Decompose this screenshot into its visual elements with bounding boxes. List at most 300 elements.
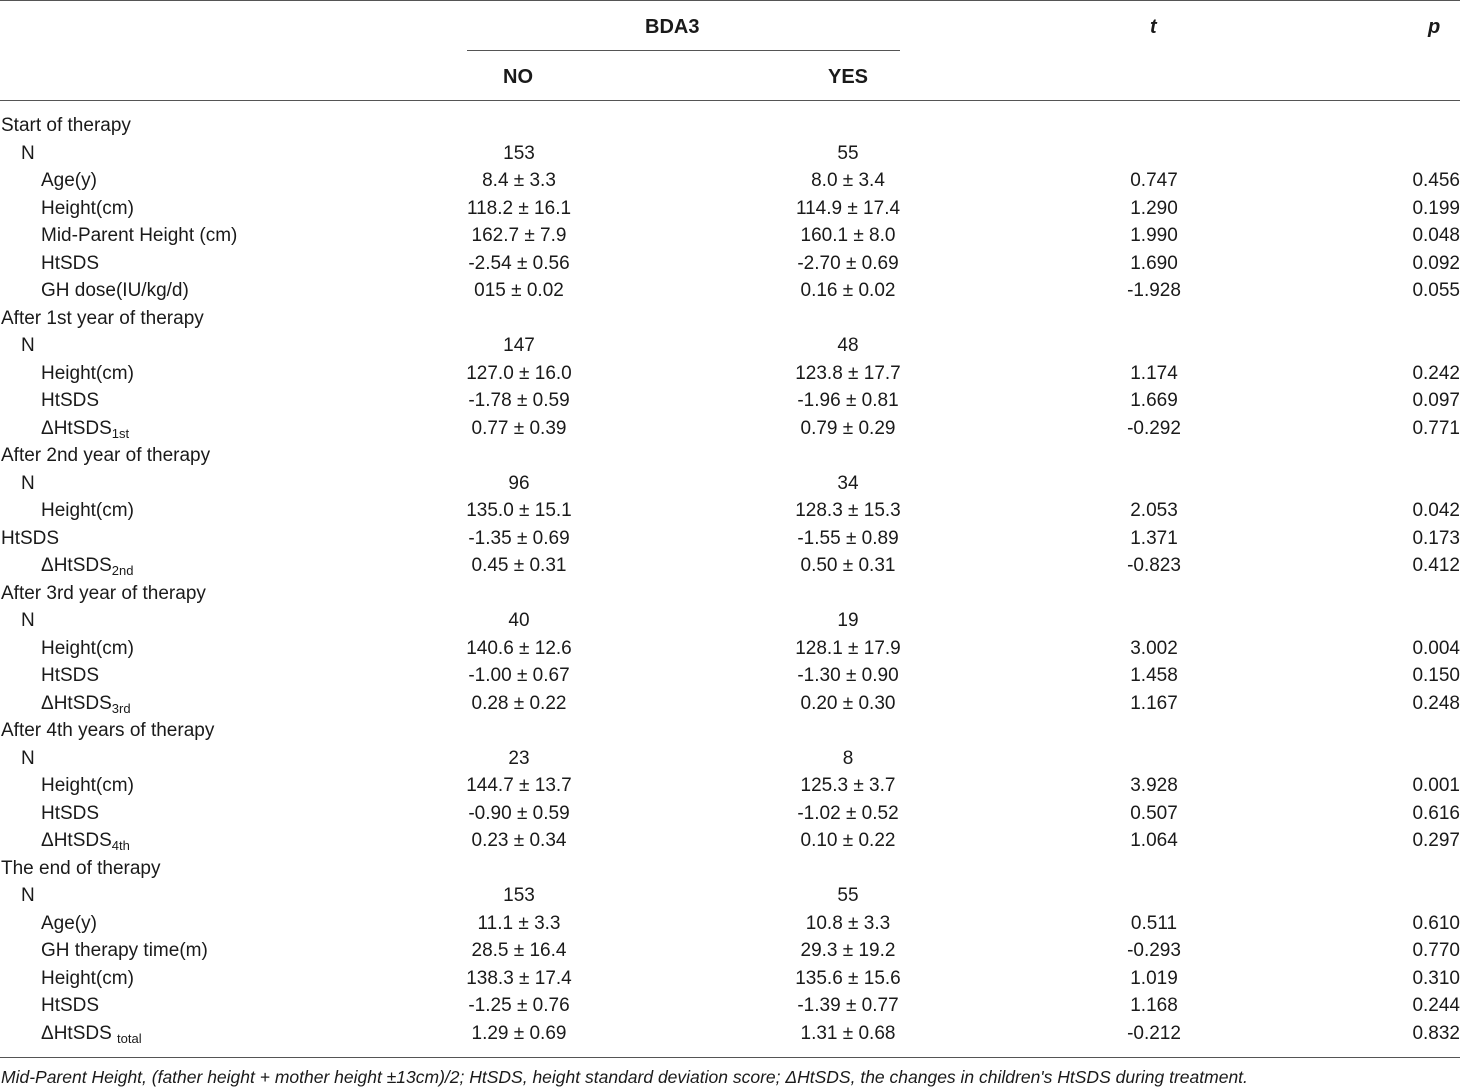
cell-yes bbox=[638, 552, 1058, 580]
cell-t bbox=[1058, 332, 1250, 360]
cell-p bbox=[1250, 717, 1460, 745]
row-label bbox=[0, 250, 400, 278]
table-row bbox=[0, 332, 1460, 360]
row-label bbox=[0, 442, 400, 470]
row-label bbox=[0, 332, 400, 360]
row-label bbox=[0, 717, 400, 745]
row-label bbox=[0, 195, 400, 223]
cell-t-text: 1.990 bbox=[1130, 225, 1178, 246]
cell-yes-text: 34 bbox=[837, 472, 859, 494]
cell-yes bbox=[638, 855, 1058, 883]
row-label-text: HtSDS bbox=[1, 527, 60, 549]
cell-t bbox=[1058, 387, 1250, 415]
cell-p bbox=[1250, 910, 1460, 938]
cell-p bbox=[1250, 387, 1460, 415]
table-row bbox=[0, 360, 1460, 388]
header-yes: YES bbox=[828, 66, 869, 88]
cell-yes bbox=[638, 387, 1058, 415]
row-label-text: Height(cm) bbox=[41, 775, 134, 796]
cell-p bbox=[1250, 882, 1460, 910]
cell-t bbox=[1058, 827, 1250, 855]
row-label-text: HtSDS bbox=[41, 802, 100, 824]
cell-yes bbox=[638, 580, 1058, 608]
cell-t bbox=[1058, 497, 1250, 525]
cell-yes-text: 128.1 ± 17.9 bbox=[795, 637, 901, 659]
cell-yes-text: -1.02 ± 0.52 bbox=[797, 802, 899, 824]
cell-t-text: 3.002 bbox=[1130, 637, 1178, 659]
row-label-text: HtSDS bbox=[41, 252, 100, 274]
row-label bbox=[0, 882, 400, 910]
cell-yes-text: 48 bbox=[837, 335, 859, 356]
row-label-text: After 3rd year of therapy bbox=[1, 582, 206, 604]
table-row bbox=[0, 937, 1460, 965]
cell-yes-text: 0.79 ± 0.29 bbox=[800, 417, 896, 439]
cell-no-text: 8.4 ± 3.3 bbox=[482, 170, 556, 191]
cell-t bbox=[1058, 607, 1250, 635]
cell-no-text: 11.1 ± 3.3 bbox=[477, 912, 561, 934]
cell-no-text: -2.54 ± 0.56 bbox=[468, 252, 570, 274]
top-rule bbox=[0, 0, 1460, 1]
row-label bbox=[0, 305, 400, 333]
row-label bbox=[0, 855, 400, 883]
cell-t-text: 0.511 bbox=[1130, 912, 1178, 934]
header-t: t bbox=[1150, 16, 1157, 38]
cell-p bbox=[1250, 635, 1460, 663]
cell-no bbox=[400, 525, 638, 553]
cell-yes bbox=[638, 470, 1058, 498]
cell-p-text: 0.199 bbox=[1412, 197, 1460, 219]
table-row bbox=[0, 277, 1460, 305]
table-row bbox=[0, 552, 1460, 580]
cell-t bbox=[1058, 855, 1250, 883]
cell-yes bbox=[638, 662, 1058, 690]
cell-t bbox=[1058, 965, 1250, 993]
cell-t-text: 3.928 bbox=[1130, 775, 1178, 796]
cell-p bbox=[1250, 497, 1460, 525]
cell-p-text: 0.001 bbox=[1412, 775, 1460, 796]
row-label-text: After 1st year of therapy bbox=[1, 307, 204, 329]
cell-t-text: 1.168 bbox=[1130, 995, 1178, 1016]
cell-p bbox=[1250, 112, 1460, 140]
cell-t bbox=[1058, 140, 1250, 168]
cell-yes-text: 55 bbox=[837, 142, 859, 164]
cell-no bbox=[400, 195, 638, 223]
cell-no bbox=[400, 140, 638, 168]
cell-no-text: 153 bbox=[503, 885, 535, 906]
row-label-text: After 2nd year of therapy bbox=[1, 445, 211, 466]
cell-t-text: -1.928 bbox=[1127, 280, 1181, 301]
cell-yes-text: -1.55 ± 0.89 bbox=[797, 527, 899, 549]
table-row bbox=[0, 607, 1460, 635]
cell-t bbox=[1058, 222, 1250, 250]
row-label-text: After 4th years of therapy bbox=[1, 720, 215, 741]
cell-no-text: 138.3 ± 17.4 bbox=[466, 967, 572, 989]
cell-yes-text: 114.9 ± 17.4 bbox=[795, 197, 901, 219]
row-label bbox=[0, 497, 400, 525]
header-no: NO bbox=[503, 66, 533, 88]
cell-yes-text: 8 bbox=[842, 747, 854, 769]
cell-p-text: 0.456 bbox=[1412, 170, 1460, 191]
table-row bbox=[0, 387, 1460, 415]
row-label bbox=[0, 965, 400, 993]
cell-yes bbox=[638, 112, 1058, 140]
cell-p-text: 0.048 bbox=[1412, 225, 1460, 246]
cell-t bbox=[1058, 992, 1250, 1020]
cell-t-text: 1.458 bbox=[1130, 665, 1178, 686]
cell-t-text: 2.053 bbox=[1130, 500, 1178, 521]
table-row bbox=[0, 635, 1460, 663]
cell-yes bbox=[638, 442, 1058, 470]
cell-no bbox=[400, 580, 638, 608]
cell-no bbox=[400, 387, 638, 415]
row-label bbox=[0, 635, 400, 663]
table-bottom-rule bbox=[0, 1057, 1460, 1058]
table-row bbox=[0, 800, 1460, 828]
cell-no-text: -1.35 ± 0.69 bbox=[468, 527, 570, 549]
cell-p-text: 0.092 bbox=[1412, 252, 1460, 274]
table-row bbox=[0, 580, 1460, 608]
cell-t bbox=[1058, 360, 1250, 388]
cell-yes bbox=[638, 607, 1058, 635]
cell-no bbox=[400, 827, 638, 855]
row-label bbox=[0, 277, 400, 305]
row-label-subscript: 4th bbox=[111, 838, 130, 853]
cell-no-text: 28.5 ± 16.4 bbox=[471, 940, 567, 961]
row-label bbox=[0, 827, 400, 855]
table-row bbox=[0, 305, 1460, 333]
cell-no bbox=[400, 332, 638, 360]
cell-p bbox=[1250, 992, 1460, 1020]
cell-t bbox=[1058, 525, 1250, 553]
row-label-text: ΔHtSDS bbox=[41, 555, 112, 576]
table-row bbox=[0, 167, 1460, 195]
cell-yes bbox=[638, 305, 1058, 333]
cell-t-text: -0.823 bbox=[1127, 555, 1181, 576]
cell-p-text: 0.004 bbox=[1412, 637, 1460, 659]
cell-t bbox=[1058, 195, 1250, 223]
cell-t-text: 0.507 bbox=[1130, 802, 1178, 824]
row-label bbox=[0, 112, 400, 140]
row-label-text: Height(cm) bbox=[41, 637, 134, 659]
table-row bbox=[0, 772, 1460, 800]
cell-t bbox=[1058, 250, 1250, 278]
row-label-subscript: 2nd bbox=[111, 563, 134, 578]
cell-yes bbox=[638, 277, 1058, 305]
row-label-subscript: 3rd bbox=[111, 700, 131, 716]
table-row bbox=[0, 690, 1460, 718]
table-row bbox=[0, 112, 1460, 140]
cell-p-text: 0.610 bbox=[1412, 912, 1460, 934]
data-table bbox=[0, 112, 1460, 1047]
cell-t-text: -0.293 bbox=[1127, 940, 1181, 961]
cell-no bbox=[400, 552, 638, 580]
row-label-text: HtSDS bbox=[41, 995, 100, 1016]
cell-p bbox=[1250, 442, 1460, 470]
row-label-text: N bbox=[21, 142, 35, 164]
cell-p-text: 0.244 bbox=[1412, 995, 1460, 1016]
cell-t-text: 1.064 bbox=[1130, 830, 1178, 851]
row-label bbox=[0, 662, 400, 690]
table-row bbox=[0, 525, 1460, 553]
table-row bbox=[0, 745, 1460, 773]
cell-no-text: 23 bbox=[508, 747, 530, 769]
row-label-text: Height(cm) bbox=[41, 967, 134, 989]
cell-yes-text: 0.16 ± 0.02 bbox=[800, 280, 896, 301]
row-label bbox=[0, 387, 400, 415]
cell-yes bbox=[638, 195, 1058, 223]
table-row bbox=[0, 965, 1460, 993]
row-label-text: N bbox=[21, 472, 35, 494]
table-row bbox=[0, 222, 1460, 250]
cell-p-text: 0.310 bbox=[1412, 967, 1460, 989]
row-label-subscript: 1st bbox=[111, 425, 130, 441]
row-label bbox=[0, 222, 400, 250]
cell-yes-text: 19 bbox=[837, 610, 859, 631]
cell-t-text: 1.371 bbox=[1130, 527, 1178, 549]
cell-no bbox=[400, 497, 638, 525]
row-label-text: ΔHtSDS bbox=[41, 417, 112, 439]
cell-yes bbox=[638, 497, 1058, 525]
cell-no-text: -0.90 ± 0.59 bbox=[468, 802, 570, 824]
cell-yes-text: 135.6 ± 15.6 bbox=[795, 967, 901, 989]
row-label-text: Age(y) bbox=[41, 170, 97, 191]
cell-t-text: 1.290 bbox=[1130, 197, 1178, 219]
cell-yes-text: -1.30 ± 0.90 bbox=[797, 665, 899, 686]
cell-t-text: 1.174 bbox=[1130, 362, 1178, 384]
row-label-text: ΔHtSDS bbox=[41, 830, 112, 851]
row-label-text: Height(cm) bbox=[41, 197, 134, 219]
cell-p bbox=[1250, 580, 1460, 608]
cell-no bbox=[400, 360, 638, 388]
cell-yes bbox=[638, 992, 1058, 1020]
cell-t-text: 1.019 bbox=[1130, 967, 1178, 989]
cell-no bbox=[400, 167, 638, 195]
table-row bbox=[0, 442, 1460, 470]
row-label-text: ΔHtSDS bbox=[41, 1022, 118, 1044]
row-label bbox=[0, 360, 400, 388]
cell-no bbox=[400, 992, 638, 1020]
cell-p bbox=[1250, 827, 1460, 855]
row-label bbox=[0, 415, 400, 443]
cell-p bbox=[1250, 607, 1460, 635]
cell-no-text: 0.45 ± 0.31 bbox=[471, 555, 567, 576]
cell-yes bbox=[638, 937, 1058, 965]
cell-p-text: 0.771 bbox=[1412, 417, 1460, 439]
table-row bbox=[0, 717, 1460, 745]
cell-p-text: 0.042 bbox=[1412, 500, 1460, 521]
cell-yes bbox=[638, 140, 1058, 168]
cell-yes bbox=[638, 882, 1058, 910]
cell-t-text: 1.167 bbox=[1130, 692, 1178, 714]
row-label bbox=[0, 992, 400, 1020]
cell-t-text: -0.292 bbox=[1127, 417, 1181, 439]
cell-p bbox=[1250, 250, 1460, 278]
cell-yes bbox=[638, 965, 1058, 993]
cell-p bbox=[1250, 140, 1460, 168]
row-label-subscript: total bbox=[117, 1030, 142, 1046]
cell-p bbox=[1250, 965, 1460, 993]
cell-yes-text: 128.3 ± 15.3 bbox=[795, 500, 901, 521]
cell-p-text: 0.055 bbox=[1412, 280, 1460, 301]
row-label bbox=[0, 910, 400, 938]
row-label bbox=[0, 937, 400, 965]
cell-no-text: 135.0 ± 15.1 bbox=[466, 500, 572, 521]
cell-p bbox=[1250, 360, 1460, 388]
row-label bbox=[0, 745, 400, 773]
cell-t-text: 1.669 bbox=[1130, 390, 1178, 411]
cell-p bbox=[1250, 195, 1460, 223]
cell-p-text: 0.097 bbox=[1412, 390, 1460, 411]
table-row bbox=[0, 195, 1460, 223]
cell-no-text: -1.78 ± 0.59 bbox=[468, 390, 570, 411]
cell-t bbox=[1058, 1020, 1250, 1048]
cell-yes bbox=[638, 1020, 1058, 1048]
cell-t-text: 1.690 bbox=[1130, 252, 1178, 274]
cell-p bbox=[1250, 222, 1460, 250]
cell-no bbox=[400, 635, 638, 663]
cell-no bbox=[400, 882, 638, 910]
cell-t bbox=[1058, 717, 1250, 745]
cell-no bbox=[400, 800, 638, 828]
cell-t bbox=[1058, 580, 1250, 608]
cell-yes bbox=[638, 800, 1058, 828]
cell-no-text: 1.29 ± 0.69 bbox=[471, 1022, 567, 1044]
table-row bbox=[0, 882, 1460, 910]
cell-t bbox=[1058, 937, 1250, 965]
cell-t bbox=[1058, 745, 1250, 773]
cell-yes-text: 123.8 ± 17.7 bbox=[795, 362, 901, 384]
row-label bbox=[0, 800, 400, 828]
cell-no bbox=[400, 745, 638, 773]
cell-yes bbox=[638, 745, 1058, 773]
cell-no bbox=[400, 250, 638, 278]
cell-p-text: 0.242 bbox=[1412, 362, 1460, 384]
header-p: p bbox=[1428, 16, 1441, 38]
table-row bbox=[0, 855, 1460, 883]
cell-no bbox=[400, 607, 638, 635]
cell-yes bbox=[638, 910, 1058, 938]
cell-p bbox=[1250, 167, 1460, 195]
cell-p bbox=[1250, 415, 1460, 443]
cell-no-text: 0.77 ± 0.39 bbox=[471, 417, 567, 439]
cell-no bbox=[400, 470, 638, 498]
row-label-text: Height(cm) bbox=[41, 500, 134, 521]
row-label-text: The end of therapy bbox=[1, 857, 161, 879]
cell-yes-text: -1.96 ± 0.81 bbox=[797, 390, 899, 411]
cell-yes-text: 8.0 ± 3.4 bbox=[811, 170, 885, 191]
cell-yes-text: 55 bbox=[837, 885, 859, 906]
cell-no-text: 153 bbox=[503, 142, 535, 164]
table-row bbox=[0, 910, 1460, 938]
cell-p-text: 0.150 bbox=[1412, 665, 1460, 686]
row-label-text: Mid-Parent Height (cm) bbox=[41, 225, 238, 246]
cell-t bbox=[1058, 635, 1250, 663]
cell-yes bbox=[638, 332, 1058, 360]
cell-p bbox=[1250, 745, 1460, 773]
cell-p bbox=[1250, 800, 1460, 828]
cell-no bbox=[400, 305, 638, 333]
cell-no-text: 147 bbox=[503, 335, 535, 356]
cell-p bbox=[1250, 470, 1460, 498]
header-bottom-rule bbox=[0, 100, 1460, 101]
cell-no-text: -1.25 ± 0.76 bbox=[468, 995, 570, 1016]
cell-p-text: 0.412 bbox=[1412, 555, 1460, 576]
row-label-text: N bbox=[21, 335, 35, 356]
cell-t bbox=[1058, 112, 1250, 140]
cell-no-text: 40 bbox=[508, 610, 530, 631]
cell-p-text: 0.248 bbox=[1412, 692, 1460, 714]
cell-yes-text: 0.20 ± 0.30 bbox=[800, 692, 896, 714]
cell-no bbox=[400, 690, 638, 718]
cell-yes bbox=[638, 690, 1058, 718]
cell-p-text: 0.173 bbox=[1412, 527, 1460, 549]
cell-no-text: 140.6 ± 12.6 bbox=[466, 637, 572, 659]
table-row bbox=[0, 470, 1460, 498]
cell-no-text: 162.7 ± 7.9 bbox=[471, 225, 567, 246]
table-row bbox=[0, 662, 1460, 690]
cell-yes-text: 29.3 ± 19.2 bbox=[800, 940, 896, 961]
cell-no-text: -1.00 ± 0.67 bbox=[468, 665, 570, 686]
row-label-text: Height(cm) bbox=[41, 362, 134, 384]
group-rule bbox=[467, 50, 900, 51]
cell-t-text: 0.747 bbox=[1130, 170, 1178, 191]
cell-p bbox=[1250, 277, 1460, 305]
cell-yes bbox=[638, 222, 1058, 250]
cell-no-text: 0.28 ± 0.22 bbox=[471, 692, 567, 714]
cell-yes bbox=[638, 827, 1058, 855]
cell-t-text: -0.212 bbox=[1127, 1022, 1181, 1044]
cell-no bbox=[400, 277, 638, 305]
row-label-text: N bbox=[21, 885, 35, 906]
cell-yes bbox=[638, 360, 1058, 388]
row-label bbox=[0, 1020, 400, 1048]
row-label-text: GH therapy time(m) bbox=[41, 940, 208, 961]
cell-no bbox=[400, 855, 638, 883]
cell-t bbox=[1058, 277, 1250, 305]
cell-t bbox=[1058, 690, 1250, 718]
cell-t bbox=[1058, 772, 1250, 800]
cell-p bbox=[1250, 305, 1460, 333]
row-label bbox=[0, 470, 400, 498]
cell-t bbox=[1058, 442, 1250, 470]
table-row bbox=[0, 140, 1460, 168]
cell-yes bbox=[638, 772, 1058, 800]
cell-t bbox=[1058, 470, 1250, 498]
cell-p bbox=[1250, 690, 1460, 718]
cell-no-text: 144.7 ± 13.7 bbox=[466, 775, 572, 796]
cell-t bbox=[1058, 662, 1250, 690]
cell-no-text: 118.2 ± 16.1 bbox=[466, 197, 572, 219]
table-body bbox=[0, 112, 1460, 1047]
cell-p-text: 0.832 bbox=[1412, 1022, 1460, 1044]
cell-yes-text: 125.3 ± 3.7 bbox=[800, 775, 896, 796]
cell-t bbox=[1058, 910, 1250, 938]
row-label-text: ΔHtSDS bbox=[41, 692, 112, 714]
row-label-text: HtSDS bbox=[41, 665, 100, 686]
cell-p bbox=[1250, 525, 1460, 553]
cell-yes-text: 160.1 ± 8.0 bbox=[800, 225, 896, 246]
row-label bbox=[0, 552, 400, 580]
cell-p-text: 0.616 bbox=[1412, 802, 1460, 824]
table-row bbox=[0, 497, 1460, 525]
cell-no bbox=[400, 1020, 638, 1048]
cell-yes-text: 0.50 ± 0.31 bbox=[800, 555, 896, 576]
cell-no bbox=[400, 222, 638, 250]
cell-yes bbox=[638, 415, 1058, 443]
cell-p bbox=[1250, 332, 1460, 360]
cell-yes-text: 10.8 ± 3.3 bbox=[805, 912, 891, 934]
cell-yes-text: 0.10 ± 0.22 bbox=[800, 830, 896, 851]
